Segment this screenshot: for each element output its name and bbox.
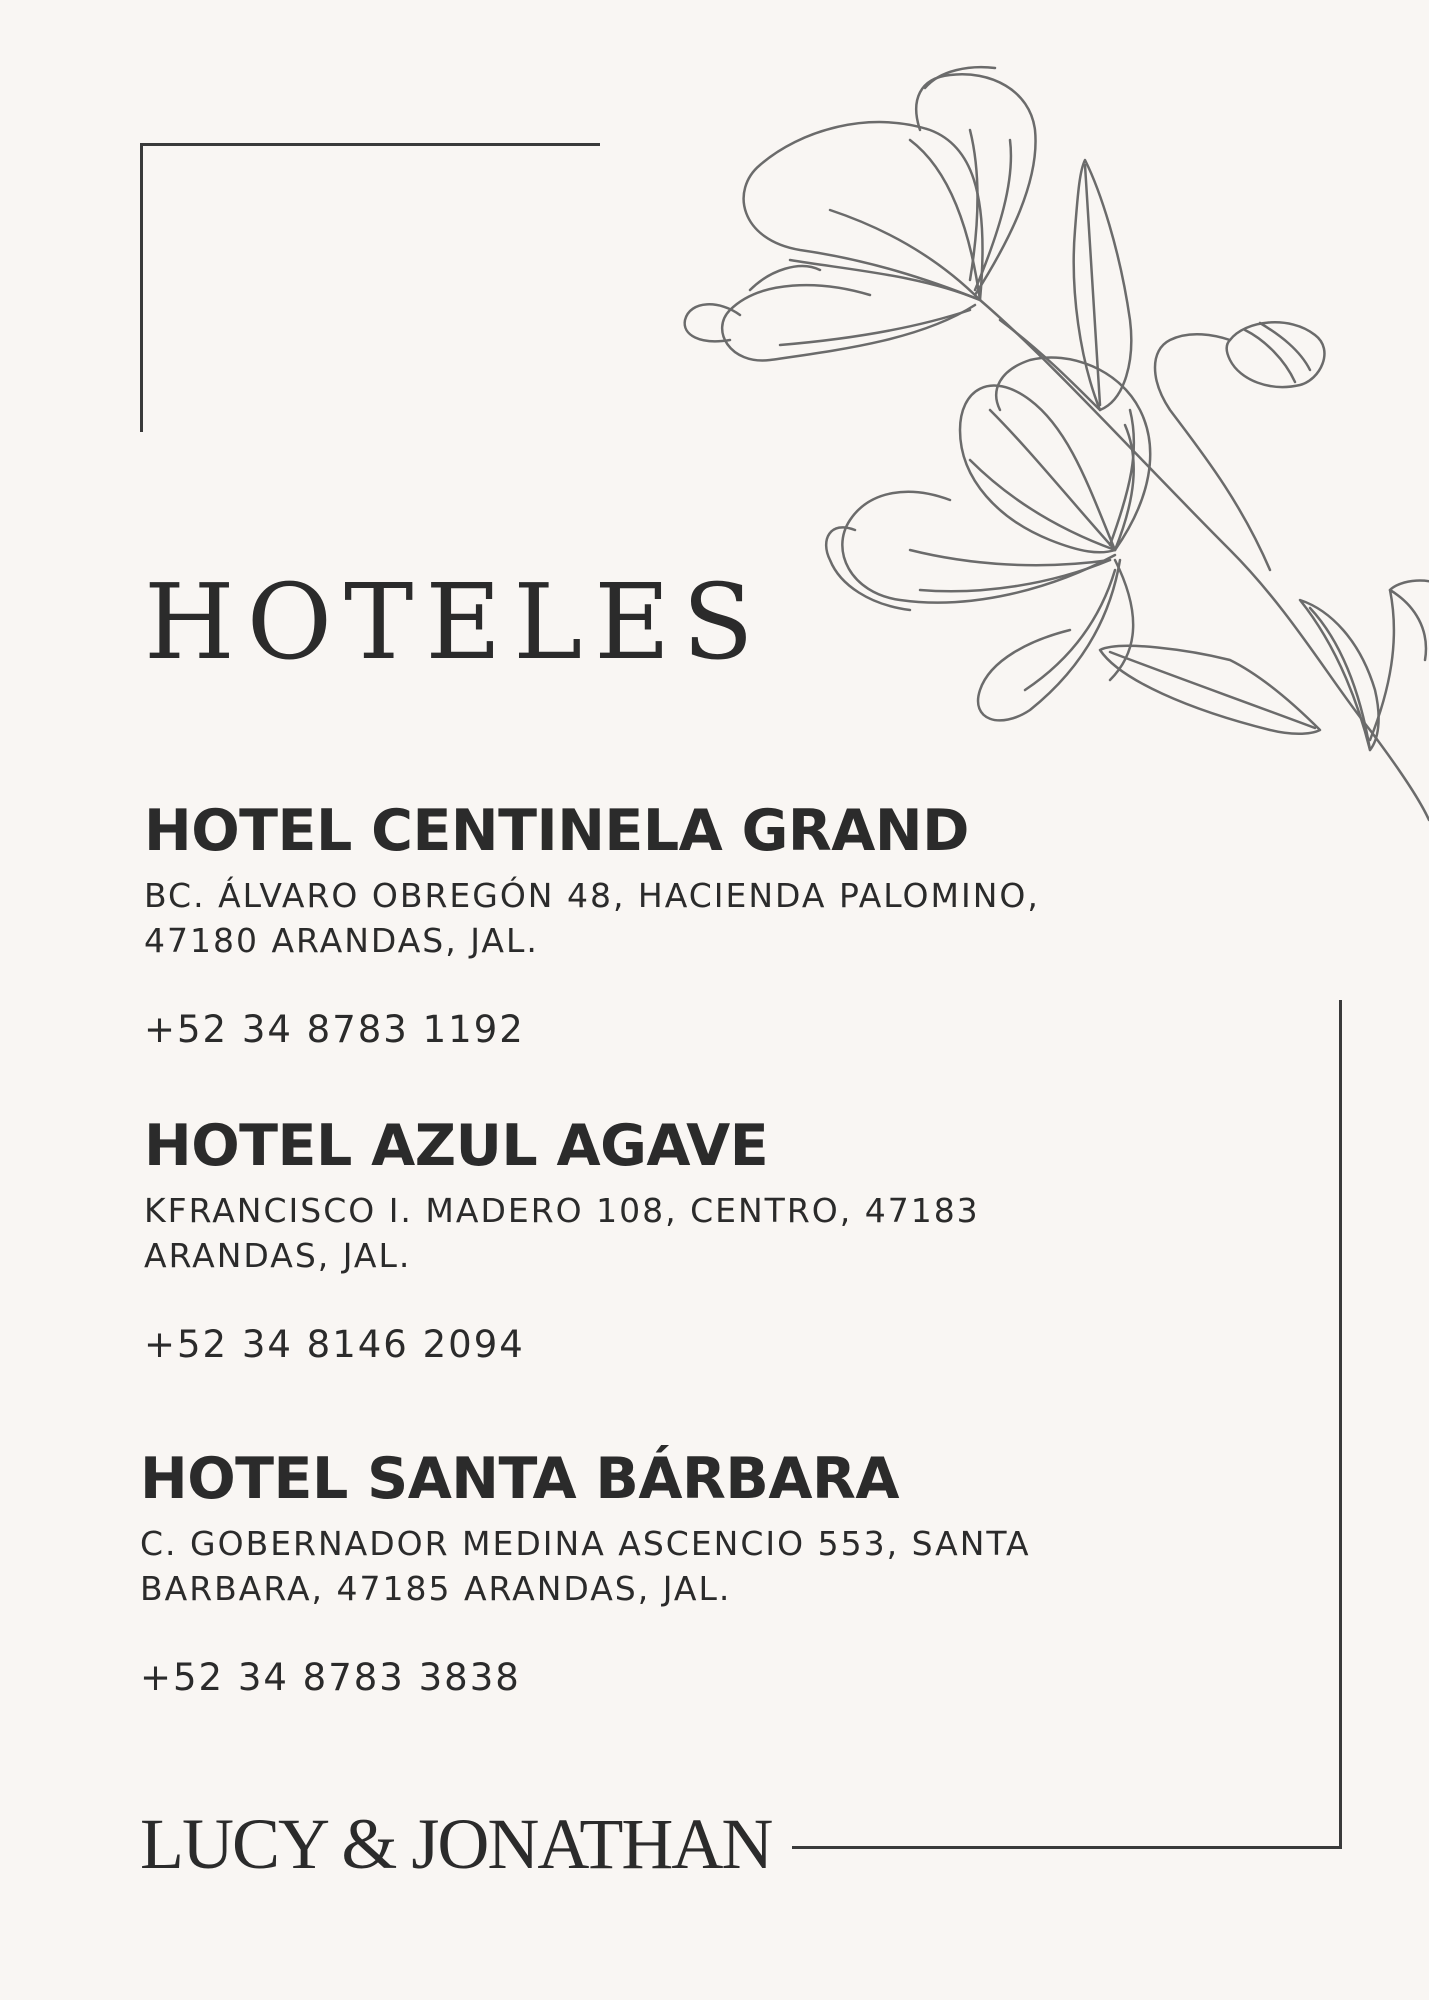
frame-line-top-vertical <box>140 143 143 432</box>
page-title: HOTELES <box>144 561 766 683</box>
hotel-address <box>144 1188 1094 1278</box>
hotel-phone: +52 34 8783 3838 <box>140 1655 521 1699</box>
hotel-entry <box>140 1448 1090 1699</box>
hotel-phone: +52 34 8146 2094 <box>144 1322 525 1366</box>
hotel-name: HOTEL AZUL AGAVE <box>144 1113 769 1179</box>
frame-line-bottom-vertical <box>1339 1000 1342 1849</box>
hotel-address-line: C. GOBERNADOR MEDINA ASCENCIO 553, SANTA <box>140 1523 1031 1563</box>
couple-signature: LUCY & JONATHAN <box>140 1804 772 1884</box>
hotel-name: HOTEL SANTA BÁRBARA <box>140 1446 899 1512</box>
hotel-entry <box>144 800 1094 1051</box>
hotel-entry <box>144 1115 1094 1366</box>
hotel-address-line: KFRANCISCO I. MADERO 108, CENTRO, 47183 <box>144 1190 980 1230</box>
frame-line-bottom-horizontal <box>792 1846 1342 1849</box>
hotel-address-line: ARANDAS, JAL. <box>144 1235 412 1275</box>
hotel-phone: +52 34 8783 1192 <box>144 1007 525 1051</box>
hotel-address-line: 47180 ARANDAS, JAL. <box>144 920 539 960</box>
hotel-address <box>140 1521 1090 1611</box>
poppy-flower-line-art-icon <box>670 30 1429 870</box>
hotel-address <box>144 873 1094 963</box>
hotel-name: HOTEL CENTINELA GRAND <box>144 798 969 864</box>
hotel-address-line: BARBARA, 47185 ARANDAS, JAL. <box>140 1568 732 1608</box>
hotel-address-line: BC. ÁLVARO OBREGÓN 48, HACIENDA PALOMINO, <box>144 875 1040 915</box>
frame-line-top-horizontal <box>140 143 600 146</box>
